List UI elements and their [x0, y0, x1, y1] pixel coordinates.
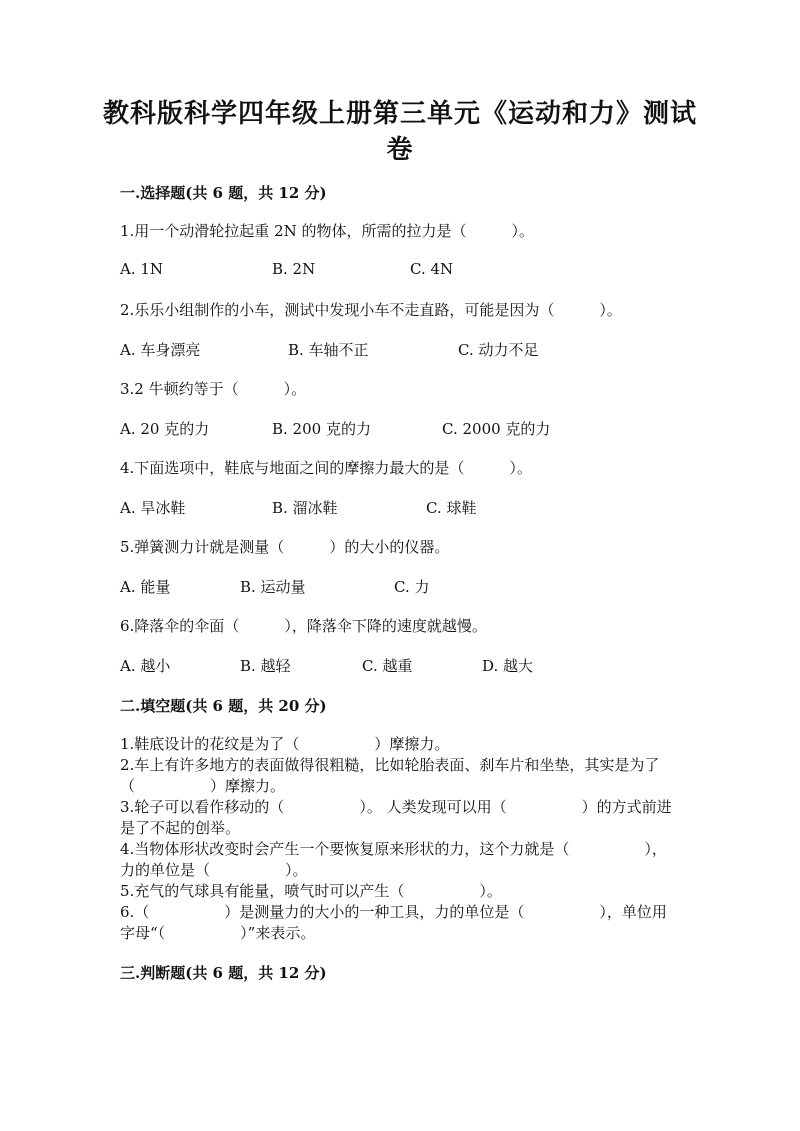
fill-item: 2.车上有许多地方的表面做得很粗糙，比如轮胎表面、刹车片和坐垫，其实是为了（ ）摩擦力。 — [120, 756, 660, 795]
option-c: C. 动力不足 — [458, 341, 539, 359]
fill-item: 6.（ ）是测量力的大小的一种工具，力的单位是（ ），单位用字母“（ ）”来表示。 — [120, 903, 667, 942]
question-stem: 3.2 牛顿约等于（ ）。 — [120, 380, 307, 398]
option-b: B. 溜冰鞋 — [272, 499, 338, 517]
exam-title — [100, 96, 700, 168]
fill-item: 3.轮子可以看作移动的（ ）。 人类发现可以用（ ）的方式前进是了不起的创举。 — [120, 798, 672, 837]
title-line-2: 卷 — [386, 135, 414, 165]
question-stem: 4.下面选项中，鞋底与地面之间的摩擦力最大的是（ ）。 — [120, 459, 532, 477]
option-a: A. 旱冰鞋 — [120, 499, 186, 517]
option-d: D. 越大 — [482, 657, 534, 675]
option-b: B. 越轻 — [240, 657, 291, 675]
fill-item: 1.鞋底设计的花纹是为了（ ）摩擦力。 — [120, 735, 450, 753]
option-a: A. 能量 — [120, 578, 171, 596]
section-heading-fill: 二.填空题(共 6 题，共 20 分) — [120, 697, 327, 715]
title-line-1: 教科版科学四年级上册第三单元《运动和力》测试 — [102, 99, 697, 129]
question-stem: 1.用一个动滑轮拉起重 2N 的物体，所需的拉力是（ ）。 — [120, 222, 535, 240]
option-a: A. 越小 — [120, 657, 171, 675]
section-heading-judge: 三.判断题(共 6 题，共 12 分) — [120, 964, 327, 982]
option-a: A. 车身漂亮 — [120, 341, 201, 359]
option-c: C. 2000 克的力 — [442, 420, 551, 438]
question-stem: 2.乐乐小组制作的小车，测试中发现小车不走直路，可能是因为（ ）。 — [120, 301, 622, 319]
fill-item: 5.充气的气球具有能量，喷气时可以产生（ ）。 — [120, 882, 502, 900]
option-b: B. 运动量 — [240, 578, 306, 596]
option-c: C. 力 — [394, 578, 430, 596]
section-heading-choice: 一.选择题(共 6 题，共 12 分) — [120, 184, 327, 202]
option-c: C. 球鞋 — [426, 499, 477, 517]
option-b: B. 200 克的力 — [272, 420, 371, 438]
option-b: B. 2N — [272, 260, 316, 278]
option-c: C. 4N — [410, 260, 454, 278]
option-b: B. 车轴不正 — [288, 341, 369, 359]
fill-in-list — [120, 734, 680, 944]
fill-item: 4.当物体形状改变时会产生一个要恢复原来形状的力，这个力就是（ ），力的单位是（ ）。 — [120, 840, 667, 879]
question-stem: 6.降落伞的伞面（ ），降落伞下降的速度就越慢。 — [120, 617, 487, 635]
option-a: A. 20 克的力 — [120, 420, 210, 438]
question-stem: 5.弹簧测力计就是测量（ ）的大小的仪器。 — [120, 538, 450, 556]
option-a: A. 1N — [120, 260, 164, 278]
option-c: C. 越重 — [362, 657, 413, 675]
